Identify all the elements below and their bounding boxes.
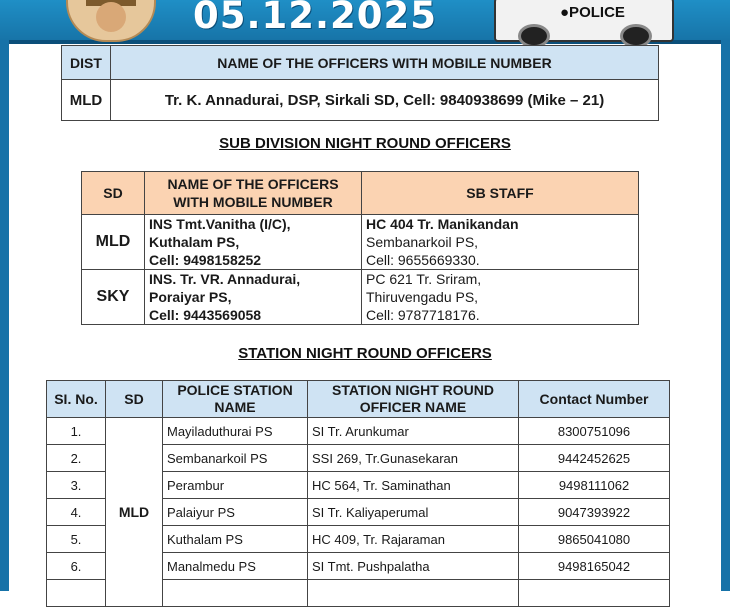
police-vehicle-label: ●POLICE [560,4,625,21]
table-row [82,270,639,325]
header-banner [0,0,730,44]
dist-cell: MLD [62,80,111,121]
serial-cell: 2. [47,445,106,472]
sub-division-heading: SUB DIVISION NIGHT ROUND OFFICERS [219,135,511,152]
station-heading: STATION NIGHT ROUND OFFICERS [238,345,492,362]
staff-station: Sembanarkoil PS, [366,234,479,250]
officer-cell: SI Tmt. Pushpalatha [308,553,519,580]
serial-cell: 4. [47,499,106,526]
district-officer-table [61,45,659,121]
officer-name: INS Tmt.Vanitha (I/C), [149,216,291,232]
officer-station: Poraiyar PS, [149,289,232,305]
station-cell [163,580,308,607]
serial-cell [47,580,106,607]
station-cell: Kuthalam PS [163,526,308,553]
officer-cell: SSI 269, Tr.Gunasekaran [308,445,519,472]
serial-cell: 6. [47,553,106,580]
police-vehicle-icon [494,0,674,42]
officer-cell: Tr. K. Annadurai, DSP, Sirkali SD, Cell: 9840938699 (Mike – 21) [111,80,659,121]
column-header-station: POLICE STATION NAME [163,381,308,418]
station-cell: Palaiyur PS [163,499,308,526]
officer-station: Kuthalam PS, [149,234,240,250]
station-cell: Manalmedu PS [163,553,308,580]
contact-cell [519,580,670,607]
officer-cell: HC 564, Tr. Saminathan [308,472,519,499]
staff-station: Thiruvengadu PS, [366,289,479,305]
column-header-officer: STATION NIGHT ROUND OFFICER NAME [308,381,519,418]
column-header-dist: DIST [62,46,111,80]
serial-cell: 5. [47,526,106,553]
column-header-officer: NAME OF THE OFFICERS WITH MOBILE NUMBER [111,46,659,80]
table-row [82,215,639,270]
table-header-row [62,46,659,80]
column-header-sb-staff: SB STAFF [362,172,639,215]
table-header-row [47,381,670,418]
serial-cell: 3. [47,472,106,499]
report-date: 05.12.2025 [192,0,438,37]
officer-phone: Cell: 9443569058 [149,307,262,323]
contact-cell: 9047393922 [519,499,670,526]
officer-cell [145,270,362,325]
staff-cell [362,270,639,325]
column-header-no: SI. No. [47,381,106,418]
officer-phone: Cell: 9498158252 [149,252,262,268]
officer-cell [145,215,362,270]
contact-cell: 8300751096 [519,418,670,445]
staff-cell [362,215,639,270]
sd-cell: SKY [82,270,145,325]
column-header-officer: NAME OF THE OFFICERS WITH MOBILE NUMBER [145,172,362,215]
sd-cell: MLD [106,418,163,607]
officer-name: INS. Tr. VR. Annadurai, [149,271,301,287]
officer-cell: HC 409, Tr. Rajaraman [308,526,519,553]
station-cell: Sembanarkoil PS [163,445,308,472]
column-header-sd: SD [106,381,163,418]
left-border [0,40,9,591]
officer-cell [308,580,519,607]
table-row [62,80,659,121]
staff-phone: Cell: 9655669330. [366,252,480,268]
station-table [46,380,670,607]
column-header-sd: SD [82,172,145,215]
station-cell: Perambur [163,472,308,499]
sub-division-table [81,171,639,325]
right-border [721,40,730,591]
contact-cell: 9498111062 [519,472,670,499]
table-header-row [82,172,639,215]
contact-cell: 9442452625 [519,445,670,472]
officer-cell: SI Tr. Kaliyaperumal [308,499,519,526]
contact-cell: 9498165042 [519,553,670,580]
sd-cell: MLD [82,215,145,270]
table-row [47,418,670,445]
staff-name: PC 621 Tr. Sriram, [366,271,482,287]
station-cell: Mayiladuthurai PS [163,418,308,445]
serial-cell: 1. [47,418,106,445]
column-header-contact: Contact Number [519,381,670,418]
officer-cell: SI Tr. Arunkumar [308,418,519,445]
staff-name: HC 404 Tr. Manikandan [366,216,519,232]
contact-cell: 9865041080 [519,526,670,553]
staff-phone: Cell: 9787718176. [366,307,480,323]
